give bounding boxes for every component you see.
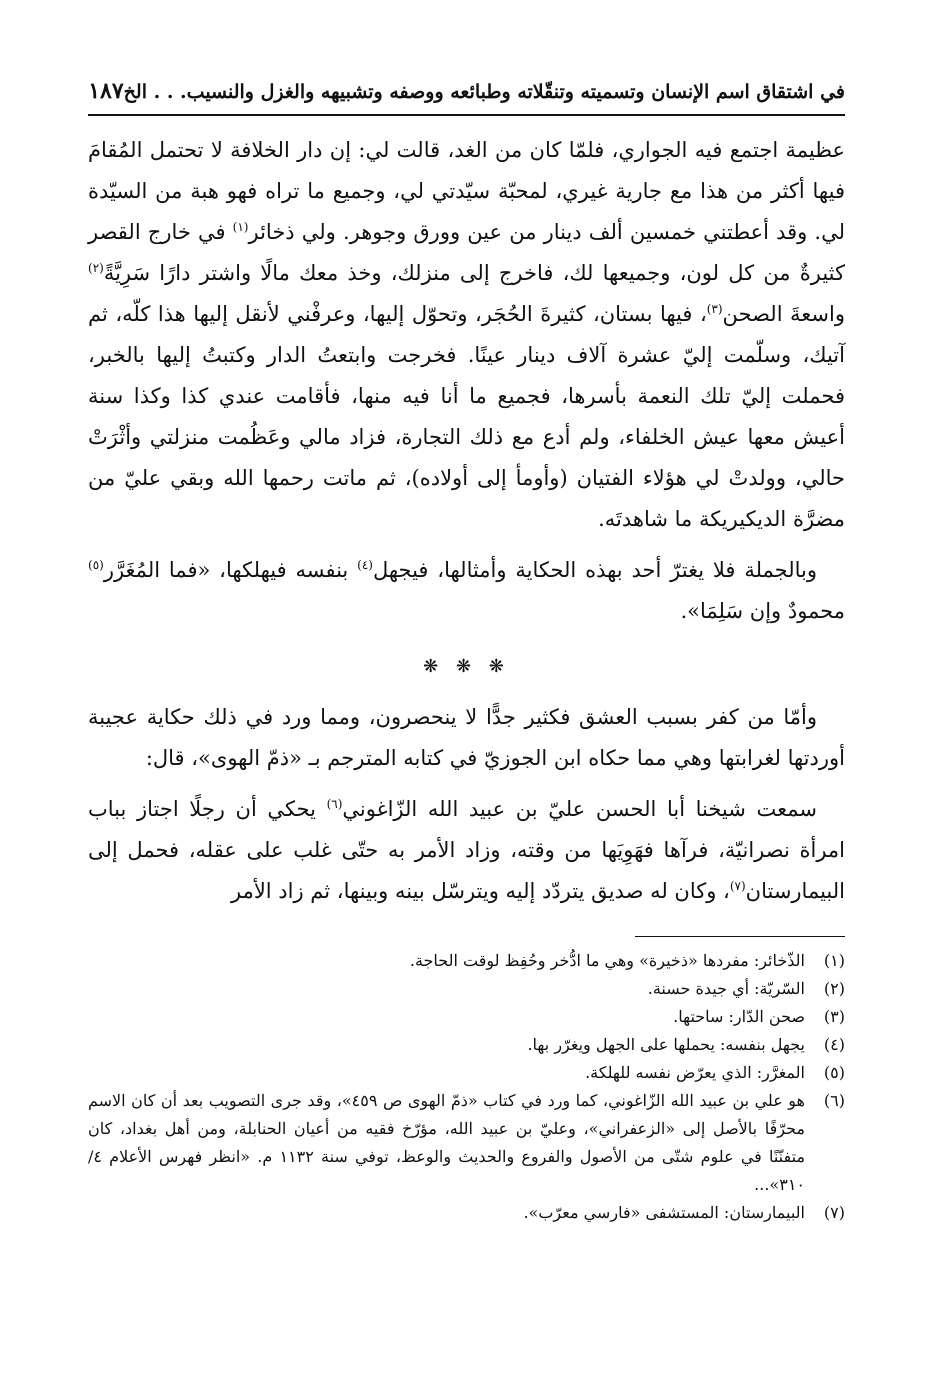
footnote-marker: (٢) — [88, 261, 104, 276]
footnote-text: يجهل بنفسه: يحملها على الجهل ويغرّر بها. — [527, 1035, 805, 1055]
paragraph-text: محمودٌ وإن سَلِمَا». — [680, 599, 845, 624]
paragraph-text: بنفسه فيهلكها، «فما المُغَرَّر — [103, 558, 358, 583]
paragraph-text: في خارج القصر كثيرةٌ من كل لون، وجميعها لك، فاخرج إلى منزلك، وخذ معك مالًا واشتر دارًا سَرِيَّةً — [88, 220, 845, 286]
footnote-number: (٦) — [823, 1091, 845, 1111]
footnote-number: (٤) — [823, 1035, 845, 1055]
paragraph — [88, 130, 845, 540]
footnote-item — [88, 1059, 845, 1087]
paragraph-text: يحكي أن رجلًا اجتاز بباب امرأة نصرانيّة، فرآها فهَوِيَها من وقته، وزاد الأمر به حتّى غلب على عقله، فحمل إلى البيمارستان — [88, 797, 845, 904]
footnote-number: (٣) — [823, 1007, 845, 1027]
footnote-text: هو علي بن عبيد الله الزّاغوني، كما ورد في كتاب «ذمّ الهوى ص ٤٥٩»، وقد جرى التصويب بعد أن كان الاسم محرّفًا بالأصل إلى «الزعفراني»، وعليّ بن عبيد الله، مؤرّخ فقيه من أعيان الحنابلة، ومن أهل بغداد، كان متفنّنًا في علوم شتّى من الأصول والفروع والحديث والوعظ، توفي سنة ١١٣٢ م. «انظر فهرس الأعلام ٤/ ٣١٠»... — [88, 1091, 805, 1195]
footnote-marker: (٣) — [706, 302, 723, 317]
footnote-marker: (٧) — [729, 879, 746, 894]
footnote-number: (١) — [823, 951, 845, 971]
footnote-number: (٧) — [823, 1203, 845, 1223]
footnote-number: (٢) — [823, 979, 845, 999]
paragraph — [88, 550, 845, 632]
footnote-item — [88, 1003, 845, 1031]
paragraph — [88, 697, 845, 779]
paragraph-text: سمعت شيخنا أبا الحسن عليّ بن عبيد الله الزّاغوني — [342, 797, 817, 822]
paragraph-text: وأمّا من كفر بسبب العشق فكثير جدًّا لا ينحصرون، ومما ورد في ذلك حكاية عجيبة أوردتها لغرابتها وهي مما حكاه ابن الجوزيّ في كتابه المترجم بـ «ذمّ الهوى»، قال: — [88, 705, 845, 771]
running-title: في اشتقاق اسم الإنسان وتسميته وتنقّلاته وطبائعه ووصفه وتشبيهه والغزل والنسيب. . . الخ — [123, 81, 845, 103]
footnote-text: صحن الدّار: ساحتها. — [673, 1007, 805, 1027]
footnote-marker: (٦) — [326, 797, 343, 812]
footnote-item — [88, 1031, 845, 1059]
footnote-divider — [635, 936, 845, 937]
paragraph-text: وبالجملة فلا يغترّ أحد بهذه الحكاية وأمثالها، فيجهل — [372, 558, 818, 583]
paragraph — [88, 789, 845, 912]
paragraph-text: واسعةَ الصحن — [722, 302, 845, 327]
footnote-text: المغرَّر: الذي يعرّض نفسه للهلكة. — [585, 1063, 805, 1083]
page-number: ١٨٧ — [88, 78, 124, 104]
footnote-item — [88, 947, 845, 975]
footnotes-section — [88, 947, 845, 1227]
footnote-number: (٥) — [823, 1063, 845, 1083]
footnote-text: الذّخائر: مفردها «ذخيرة» وهي ما ادُّخر وحُفِظ لوقت الحاجة. — [409, 951, 805, 971]
paragraph-text: ، وكان له صديق يتردّد إليه ويترسّل بينه وبينها، ثم زاد الأمر — [230, 879, 730, 904]
footnote-item — [88, 1199, 845, 1227]
footnote-item — [88, 975, 845, 1003]
footnote-text: البيمارستان: المستشفى «فارسي معرّب». — [523, 1203, 805, 1223]
paragraph-text: عظيمة اجتمع فيه الجواري، فلمّا كان من الغد، قالت لي: إن دار الخلافة لا تحتمل المُقامَ فيها أكثر من هذا مع جارية غيري، لمحبّة سيّدتي لي، وجميع ما تراه فهو هبة من السيّدة لي. وقد أعطتني خمسين ألف دينار من عين وورق وجوهر. ولي ذخائر — [88, 138, 845, 245]
footnote-item — [88, 1087, 845, 1199]
section-separator: ❋ ❋ ❋ — [423, 656, 510, 678]
main-text — [88, 130, 845, 912]
footnote-marker: (٤) — [357, 558, 373, 573]
footnote-marker: (٥) — [88, 558, 104, 573]
paragraph-text: ، فيها بستان، كثيرةَ الحُجَر، وتحوّل إليها، وعرفْني لأنقل إليها هذا كلّه، ثم آتيك، وسلّمت إليّ عشرة آلاف دينار عينًا. فخرجت وابتعتُ الدار وكتبتُ إليها بالخبر، فحملت إليّ تلك النعمة بأسرها، فجميع ما أنا فيه منها، فأقامت عندي كذا وكذا سنة أعيش معها عيش الخلفاء، ولم أدع مع ذلك التجارة، فزاد مالي وعَظُمت منزلتي وأثْرَتْ حالي، وولدتْ لي هؤلاء الفتيان (وأومأ إلى أولاده)، ثم ماتت رحمها الله وبقي عليّ من مضرَّة الديكيريكة ما شاهدتَه. — [88, 302, 845, 532]
footnote-marker: (١) — [232, 220, 249, 235]
footnote-text: السّريّة: أي جيدة حسنة. — [647, 979, 805, 999]
running-header — [88, 78, 845, 116]
book-page — [88, 78, 845, 1227]
